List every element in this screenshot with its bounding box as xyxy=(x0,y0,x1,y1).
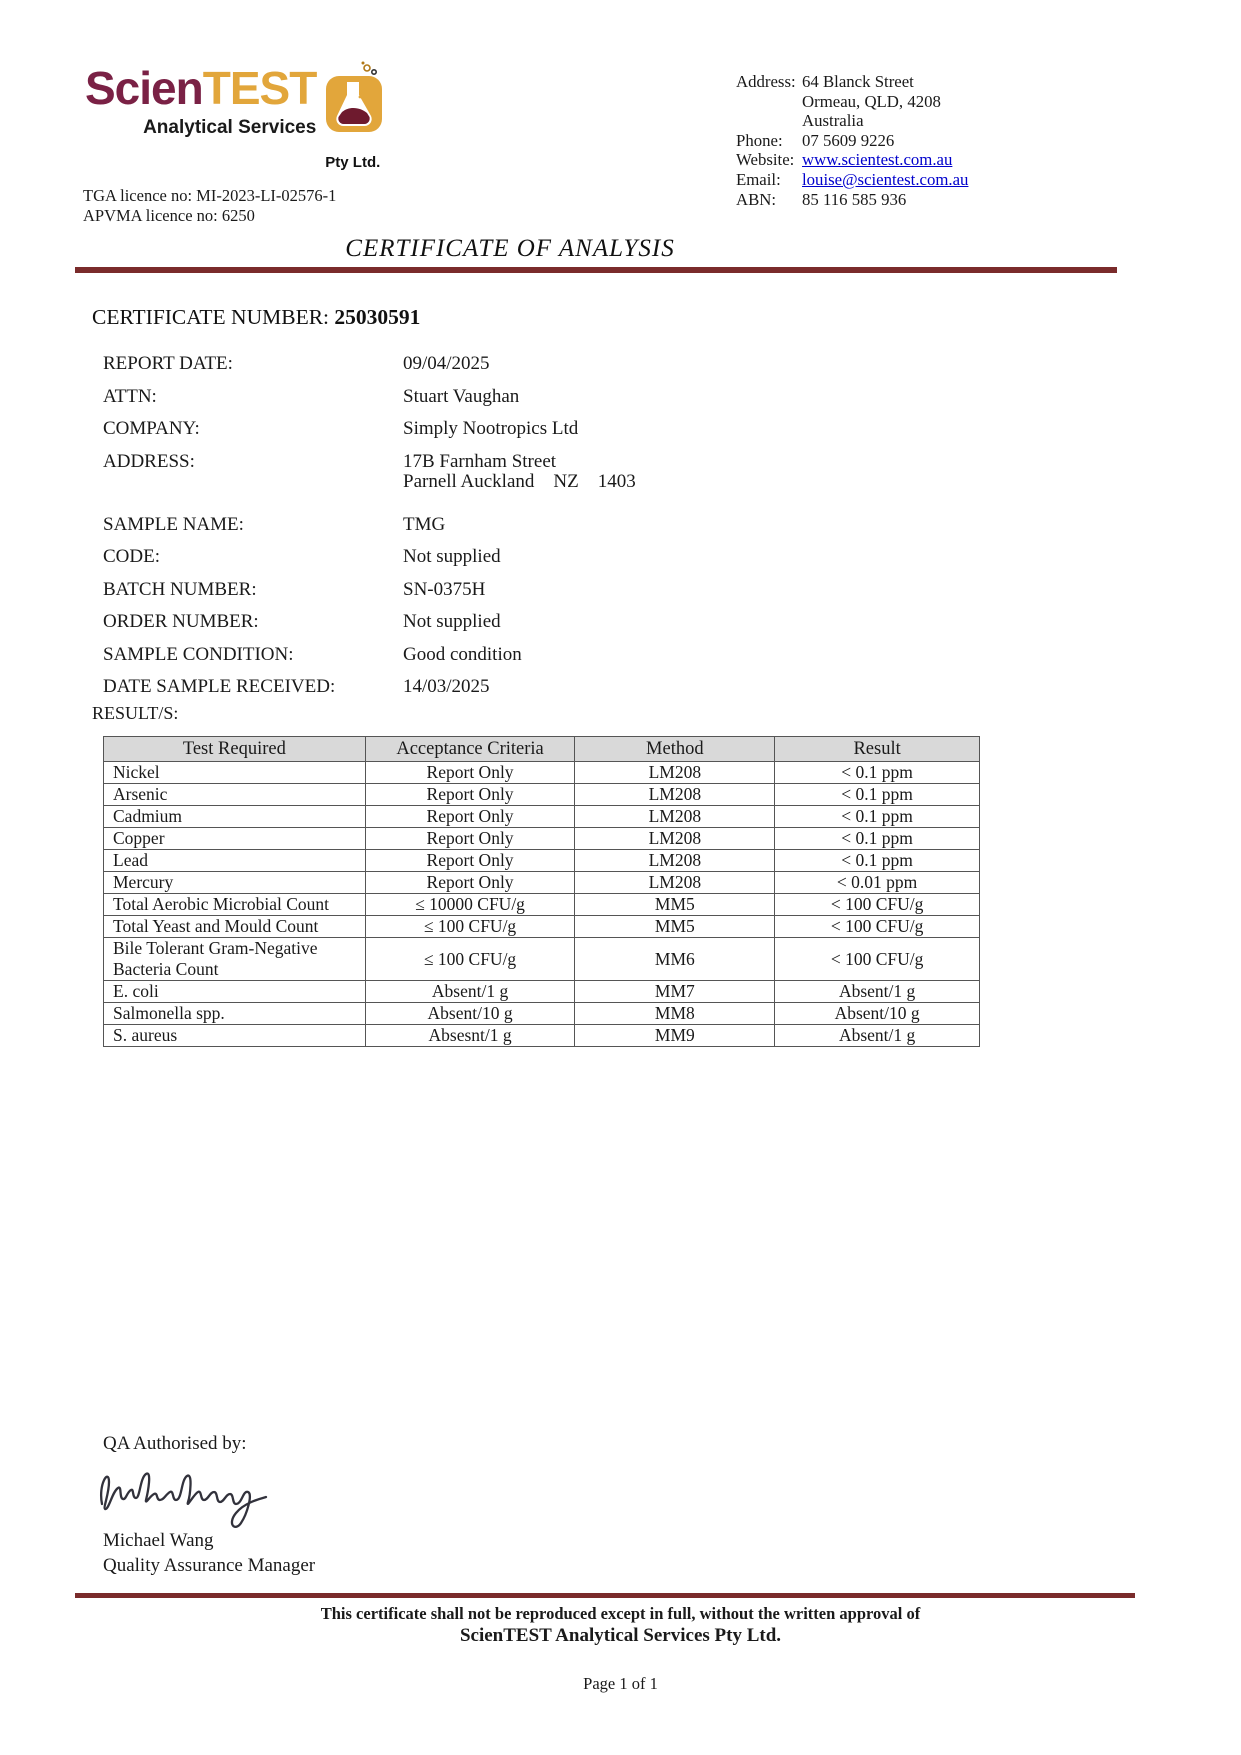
cell-criteria: Report Only xyxy=(365,828,575,850)
header-method: Method xyxy=(575,737,775,762)
cell-result: < 100 CFU/g xyxy=(775,916,980,938)
cell-criteria: Report Only xyxy=(365,806,575,828)
detail-value: Simply Nootropics Ltd xyxy=(403,418,579,439)
detail-label: COMPANY: xyxy=(103,418,200,439)
phone-label: Phone: xyxy=(736,130,783,150)
detail-value: Not supplied xyxy=(403,546,501,567)
detail-label: CODE: xyxy=(103,546,160,567)
cell-method: MM6 xyxy=(575,938,775,981)
cell-criteria: Absent/10 g xyxy=(365,1003,575,1025)
cell-test: Bile Tolerant Gram-Negative Bacteria Count xyxy=(104,938,366,981)
detail-value: SN-0375H xyxy=(403,578,486,600)
page-number: Page 1 of 1 xyxy=(583,1674,658,1693)
abn-label: ABN: xyxy=(736,189,777,209)
spacer xyxy=(736,92,802,112)
cell-criteria: Report Only xyxy=(365,784,575,806)
detail-row-report-date xyxy=(103,354,923,375)
cell-result: Absent/10 g xyxy=(775,1003,980,1025)
cell-criteria: Absesnt/1 g xyxy=(365,1025,575,1047)
detail-label: BATCH NUMBER: xyxy=(103,578,257,600)
logo-wordmark-test: TEST xyxy=(202,62,317,114)
cell-test: Arsenic xyxy=(104,784,366,806)
spacer xyxy=(736,111,802,131)
cell-result: < 0.01 ppm xyxy=(775,872,980,894)
cell-test: Copper xyxy=(104,828,366,850)
company-logo xyxy=(85,62,384,171)
footer-disclaimer-line2: ScienTEST Analytical Services Pty Ltd. xyxy=(459,1625,782,1646)
cell-result: < 0.1 ppm xyxy=(775,850,980,872)
flask-icon xyxy=(322,60,384,143)
address-line-1: 64 Blanck Street xyxy=(802,72,914,91)
certificate-number-line xyxy=(92,305,420,330)
abn-value: 85 116 585 936 xyxy=(802,189,907,209)
cell-method: MM7 xyxy=(575,981,775,1003)
detail-label: SAMPLE CONDITION: xyxy=(103,643,294,665)
detail-label: ATTN: xyxy=(103,385,157,407)
cell-method: LM208 xyxy=(575,762,775,784)
cell-test: Total Aerobic Microbial Count xyxy=(104,894,366,916)
cell-result: < 100 CFU/g xyxy=(775,894,980,916)
cell-result: < 100 CFU/g xyxy=(775,938,980,981)
cell-criteria: ≤ 100 CFU/g xyxy=(365,916,575,938)
table-row xyxy=(104,938,980,981)
certificate-number-value: 25030591 xyxy=(334,305,421,329)
cell-test: Salmonella spp. xyxy=(104,1003,366,1025)
cell-test: S. aureus xyxy=(104,1025,366,1047)
cell-criteria: ≤ 10000 CFU/g xyxy=(365,894,575,916)
cell-criteria: Absent/1 g xyxy=(365,981,575,1003)
cell-result: Absent/1 g xyxy=(775,981,980,1003)
title-divider xyxy=(75,267,1117,273)
table-row xyxy=(104,806,980,828)
table-row xyxy=(104,784,980,806)
detail-value: 14/03/2025 xyxy=(403,676,490,697)
cell-test: Nickel xyxy=(104,762,366,784)
signature-image xyxy=(96,1452,286,1539)
header-test-required: Test Required xyxy=(104,737,366,762)
certificate-number-label: CERTIFICATE NUMBER: xyxy=(92,305,335,329)
results-section-label: RESULT/S: xyxy=(92,703,179,723)
detail-value: 09/04/2025 xyxy=(403,353,490,374)
address-line-2: Ormeau, QLD, 4208 xyxy=(802,91,941,111)
cell-method: LM208 xyxy=(575,784,775,806)
table-row xyxy=(104,850,980,872)
qa-authorised-label: QA Authorised by: xyxy=(103,1433,247,1454)
signatory-name: Michael Wang xyxy=(103,1530,214,1551)
licence-block xyxy=(83,186,336,225)
cell-method: LM208 xyxy=(575,850,775,872)
logo-subtitle: Analytical Services xyxy=(143,117,317,138)
address-label: Address: xyxy=(736,72,796,91)
table-row xyxy=(104,828,980,850)
cell-method: MM9 xyxy=(575,1025,775,1047)
detail-row-sample-condition xyxy=(103,645,923,666)
detail-label: REPORT DATE: xyxy=(103,353,233,374)
table-row xyxy=(104,762,980,784)
cell-test: Total Yeast and Mould Count xyxy=(104,916,366,938)
detail-row-company xyxy=(103,419,923,440)
cell-result: < 0.1 ppm xyxy=(775,762,980,784)
cell-test: Mercury xyxy=(104,872,366,894)
cell-method: MM8 xyxy=(575,1003,775,1025)
cell-test: Cadmium xyxy=(104,806,366,828)
cell-test: E. coli xyxy=(104,981,366,1003)
signatory-role: Quality Assurance Manager xyxy=(103,1555,316,1576)
cell-method: LM208 xyxy=(575,828,775,850)
detail-row-address xyxy=(103,452,923,493)
cell-method: LM208 xyxy=(575,872,775,894)
footer-disclaimer-line1: This certificate shall not be reproduced except in full, without the written approval of xyxy=(320,1604,921,1623)
apvma-licence: APVMA licence no: 6250 xyxy=(83,205,255,225)
detail-value xyxy=(403,452,636,493)
cell-method: LM208 xyxy=(575,806,775,828)
email-label: Email: xyxy=(736,169,781,189)
table-row xyxy=(104,1025,980,1047)
detail-label: SAMPLE NAME: xyxy=(103,513,244,535)
detail-row-batch-number xyxy=(103,580,923,601)
footer-divider xyxy=(75,1593,1135,1598)
table-row xyxy=(104,872,980,894)
cell-result: < 0.1 ppm xyxy=(775,784,980,806)
table-row xyxy=(104,1003,980,1025)
detail-value: TMG xyxy=(403,513,446,535)
results-table-header-row xyxy=(104,737,980,762)
email-link[interactable]: louise@scientest.com.au xyxy=(802,169,969,189)
cell-criteria: ≤ 100 CFU/g xyxy=(365,938,575,981)
detail-row-sample-name xyxy=(103,515,923,536)
signatory-block xyxy=(103,1528,315,1578)
cell-method: MM5 xyxy=(575,916,775,938)
logo-pty-ltd: Pty Ltd. xyxy=(325,154,381,171)
detail-value: Good condition xyxy=(403,643,522,665)
website-link[interactable]: www.scientest.com.au xyxy=(802,150,953,170)
sample-details xyxy=(103,354,923,710)
detail-row-code xyxy=(103,547,923,568)
header-acceptance-criteria: Acceptance Criteria xyxy=(365,737,575,762)
detail-label: ORDER NUMBER: xyxy=(103,611,259,632)
detail-row-order-number xyxy=(103,612,923,633)
cell-criteria: Report Only xyxy=(365,872,575,894)
cell-criteria: Report Only xyxy=(365,850,575,872)
customer-address-line-1: 17B Farnham Street xyxy=(403,450,557,472)
logo-wordmark xyxy=(85,62,317,150)
detail-value: Not supplied xyxy=(403,611,501,632)
cell-result: Absent/1 g xyxy=(775,1025,980,1047)
detail-row-date-sample-received xyxy=(103,677,923,698)
results-table xyxy=(103,736,980,1047)
detail-row-attn xyxy=(103,387,923,408)
detail-label: ADDRESS: xyxy=(103,450,195,472)
contact-block xyxy=(736,72,968,209)
table-row xyxy=(104,981,980,1003)
document-title: CERTIFICATE OF ANALYSIS xyxy=(345,235,675,262)
detail-value: Stuart Vaughan xyxy=(403,385,520,407)
tga-licence: TGA licence no: MI-2023-LI-02576-1 xyxy=(83,186,337,205)
cell-result: < 0.1 ppm xyxy=(775,806,980,828)
logo-wordmark-scien: Scien xyxy=(85,62,203,114)
address-line-3: Australia xyxy=(802,111,864,131)
website-label: Website: xyxy=(736,150,795,170)
cell-result: < 0.1 ppm xyxy=(775,828,980,850)
cell-criteria: Report Only xyxy=(365,762,575,784)
customer-address-line-2: Parnell Auckland NZ 1403 xyxy=(403,471,636,492)
cell-method: MM5 xyxy=(575,894,775,916)
table-row xyxy=(104,916,980,938)
table-row xyxy=(104,894,980,916)
phone-value: 07 5609 9226 xyxy=(802,130,895,150)
cell-test: Lead xyxy=(104,850,366,872)
detail-label: DATE SAMPLE RECEIVED: xyxy=(103,676,336,697)
header-result: Result xyxy=(775,737,980,762)
